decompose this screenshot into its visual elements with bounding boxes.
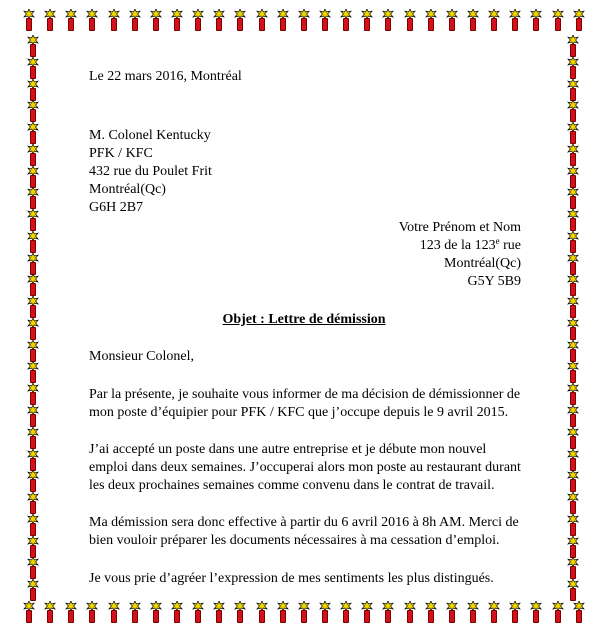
paragraph-line: Ma démission sera donc effective à partir du 6 avril 2016 à 8h AM. Merci de (89, 515, 519, 530)
sender-street-sup: e (495, 236, 500, 246)
paragraph-line: mon poste d’équipier pour PFK / KFC que j’occupe depuis le 9 avril 2015. (89, 405, 509, 420)
paragraph-line: emploi dans deux semaines. J’occuperai alors mon poste au restaurant durant (89, 460, 521, 475)
date-line: Le 22 mars 2016, Montréal (89, 69, 242, 84)
recipient-street: 432 rue du Poulet Frit (89, 164, 212, 179)
recipient-postal: G6H 2B7 (89, 200, 144, 215)
sender-postal: G5Y 5B9 (467, 274, 521, 289)
paragraph-line: Par la présente, je souhaite vous informer de ma décision de démissionner de (89, 387, 521, 402)
recipient-company: PFK / KFC (89, 146, 153, 161)
sender-name: Votre Prénom et Nom (398, 220, 521, 235)
sender-street-prefix: 123 de la 123 (419, 238, 496, 253)
sender-street-suffix: rue (499, 238, 521, 253)
recipient-name: M. Colonel Kentucky (89, 128, 211, 143)
recipient-city: Montréal(Qc) (89, 182, 166, 197)
subject-line: Objet : Lettre de démission (222, 312, 386, 327)
sender-street (420, 237, 521, 255)
paragraph-line: les deux prochaines semaines comme convenu dans le contrat de travail. (89, 478, 495, 493)
paragraph-line: bien vouloir préparer les documents nécessaires à ma cessation d’emploi. (89, 533, 500, 548)
salutation: Monsieur Colonel, (89, 349, 194, 364)
closing-line: Je vous prie d’agréer l’expression de mes sentiments les plus distingués. (89, 571, 494, 586)
sender-city: Montréal(Qc) (444, 256, 521, 271)
paragraph-line: J’ai accepté un poste dans une autre entreprise et je débute mon nouvel (89, 442, 487, 457)
